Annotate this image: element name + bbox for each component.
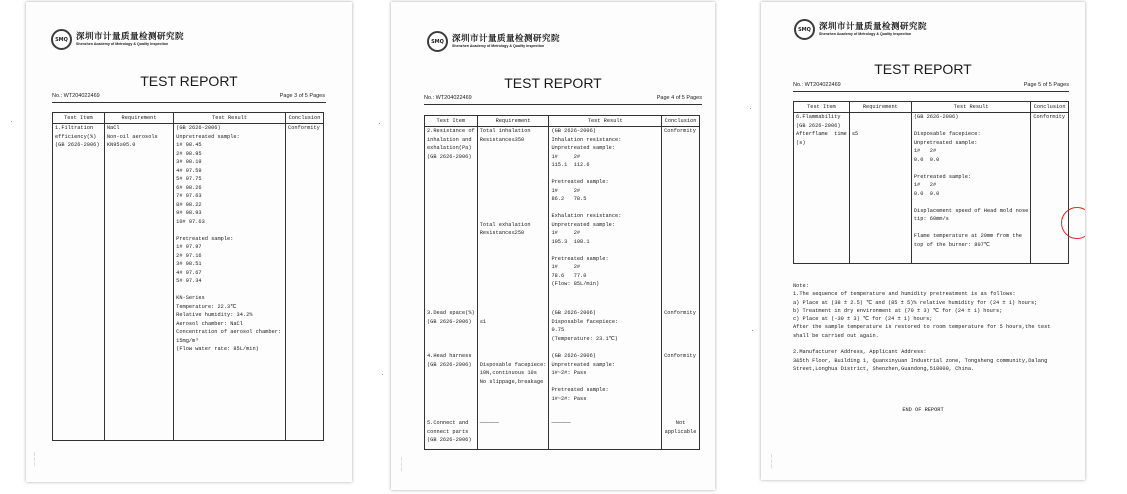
col-test-item: Test Item xyxy=(53,113,105,124)
cell-conclusion: Not applicable xyxy=(662,419,700,450)
col-test-item: Test Item xyxy=(425,116,478,127)
cell-test-item: 5.Connect and connect parts (GB 2626-2006) xyxy=(425,419,478,450)
cell-conclusion: Conformity xyxy=(286,124,324,441)
col-requirement: Requirement xyxy=(104,113,173,124)
report-page-4 xyxy=(391,2,715,490)
results-table xyxy=(793,101,1069,264)
header-rule xyxy=(52,102,326,103)
scan-dot xyxy=(11,121,12,122)
cell-requirement: Total inhalation Resistance≤350 Total exhalation Resistance≤250 xyxy=(477,127,549,310)
header-rule xyxy=(793,91,1069,92)
scan-dot xyxy=(750,108,751,109)
cell-test-result: (GB 2626-2006) Inhalation resistance: Unpretreated sample: 1# 2# 115.1 112.6 Pretreated sample: 1# 2# 86.2 78.5 Exhalation resistance: Unpretreated sample: 1# 2# 105.3 108.1 Pretreated sample: 1# 2# 78.6 77.0 (Flow: 85L/min) xyxy=(549,127,662,310)
report-number: No.: WT204022469 xyxy=(424,95,472,101)
org-name-en: Shenzhen Academy of Metrology & Quality Inspection xyxy=(452,44,545,48)
table-header xyxy=(425,116,700,127)
margin-mark: — — — xyxy=(770,454,775,469)
cell-requirement: ≤5 xyxy=(849,113,911,264)
cell-test-item: 1.Filtration efficiency(%) (GB 2626-2006) xyxy=(53,124,105,441)
cell-test-result: —————— xyxy=(549,419,662,450)
table-header xyxy=(53,113,324,124)
cell-requirement: Disposable facepiece: 10N,continuous 10s No slippage,breakage xyxy=(477,352,549,419)
page-title: TEST REPORT xyxy=(140,73,238,89)
cell-conclusion: Conformity xyxy=(1031,113,1069,264)
col-requirement: Requirement xyxy=(477,116,549,127)
col-conclusion: Conclusion xyxy=(286,113,324,124)
col-test-result: Test Result xyxy=(174,113,286,124)
org-name-cn: 深圳市计量质量检测研究院 xyxy=(76,32,185,42)
report-page-5 xyxy=(761,2,1085,480)
table-row xyxy=(425,352,700,419)
red-stamp-icon xyxy=(1061,207,1085,239)
page-number: Page 4 of 5 Pages xyxy=(656,95,702,101)
results-table xyxy=(424,115,700,450)
page-number: Page 3 of 5 Pages xyxy=(279,93,325,99)
smq-seal-icon: SMQ xyxy=(427,31,448,52)
cell-test-result: (GB 2626-2006) Disposable facepiece: 0.75 (Temperature: 23.1℃) xyxy=(549,309,662,352)
table-row xyxy=(794,113,1069,264)
col-conclusion: Conclusion xyxy=(662,116,700,127)
org-name-en: Shenzhen Academy of Metrology & Quality Inspection xyxy=(76,42,169,46)
cell-test-result: (GB 2626-2006) Unpretreated sample: 1# 98.45 2# 98.95 3# 98.19 4# 97.59 5# 97.75 6# 98.26 7# 97.63 8# 98.22 9# 98.93 10# 97.63 Pretreated sample: 1# 97.97 2# 97.16 3# 98.51 4# 97.67 5# 97.34 KN-Series Temperature: 22.3℃ Relative humidity: 34.2% Aerosol chamber: NaCl Concentration of aerosol chamber: 15mg/m³ (Flow water rate: 85L/min) xyxy=(174,124,286,441)
end-of-report: END OF REPORT xyxy=(902,407,944,413)
col-test-result: Test Result xyxy=(549,116,662,127)
cell-requirement: NaCl Non-oil aerosols KN95≥95.0 xyxy=(104,124,173,441)
col-test-result: Test Result xyxy=(911,102,1030,113)
scan-dot xyxy=(379,123,380,124)
col-test-item: Test Item xyxy=(794,102,850,113)
table-row xyxy=(425,309,700,352)
report-notes: Note: 1.The sequence of temperature and humidity pretreatment is as follows: a) Place at (38 ± 2.5) ℃ and (85 ± 5)% relative humidity for (24 ± 1) hours; b) Treatment in dry environment at (70 ± 3) ℃ for (24 ± 1) hours; c) Place at (-30 ± 3) ℃ for (24 ± 1) hours; After the sample temperature is restored to room temperature for 5 hours,the test shall be carried out again. 2.Manufacturer Address, Applicant Address: 3&5th Floor, Building 1, Quanxinyuan Industrial zone, Tongsheng community,Dalang Street,Longhua District, Shenzhen,Guandong,518000, China. xyxy=(793,283,1051,372)
table-header xyxy=(794,102,1069,113)
page-number: Page 5 of 5 Pages xyxy=(1023,82,1069,88)
cell-test-result: (GB 2626-2006) Disposable facepiece: Unpretreated sample: 1# 2# 0.0 0.0 Pretreated sample: 1# 2# 0.0 0.0 Displacement speed of Head mold nose tip: 60mm/s Flame temperature at 20mm from the top of the burner: 807℃ xyxy=(911,113,1030,264)
cell-requirement: —————— xyxy=(477,419,549,450)
cell-requirement: ≤1 xyxy=(477,309,549,352)
smq-seal-icon: SMQ xyxy=(794,19,815,40)
cell-conclusion: Conformity xyxy=(662,309,700,352)
report-number: No.: WT204022469 xyxy=(52,93,100,99)
margin-mark: — — — xyxy=(400,457,405,472)
institute-logo xyxy=(427,31,560,52)
cell-test-item: 4.Head harness (GB 2626-2006) xyxy=(425,352,478,419)
page-title: TEST REPORT xyxy=(504,75,602,91)
cell-test-item: 2.Resistance of inhalation and exhalation(Pa) (GB 2626-2006) xyxy=(425,127,478,310)
results-table xyxy=(52,112,324,441)
org-name-en: Shenzhen Academy of Metrology & Quality Inspection xyxy=(819,32,912,36)
table-row xyxy=(425,127,700,310)
cell-conclusion: Conformity xyxy=(662,352,700,419)
institute-logo xyxy=(794,19,927,40)
report-page-3 xyxy=(26,2,352,482)
cell-conclusion: Conformity xyxy=(662,127,700,310)
scan-dot xyxy=(382,374,383,375)
scan-dot xyxy=(752,330,753,331)
table-row xyxy=(53,124,324,441)
report-number: No.: WT204022469 xyxy=(793,82,841,88)
org-name-cn: 深圳市计量质量检测研究院 xyxy=(452,34,561,44)
smq-seal-icon: SMQ xyxy=(51,29,72,50)
cell-test-result: (GB 2626-2006) Unpretreated sample: 1#~2#: Pass Pretreated sample: 1#~2#: Pass xyxy=(549,352,662,419)
cell-test-item: 6.Flammability (GB 2626-2006) Afterflame time (s) xyxy=(794,113,850,264)
page-title: TEST REPORT xyxy=(874,61,972,77)
margin-mark: — — — xyxy=(33,452,38,467)
col-requirement: Requirement xyxy=(849,102,911,113)
table-row xyxy=(425,419,700,450)
header-rule xyxy=(424,104,702,105)
cell-test-item: 3.Dead space(%) (GB 2626-2006) xyxy=(425,309,478,352)
institute-logo xyxy=(51,29,184,50)
col-conclusion: Conclusion xyxy=(1031,102,1069,113)
org-name-cn: 深圳市计量质量检测研究院 xyxy=(819,22,928,32)
